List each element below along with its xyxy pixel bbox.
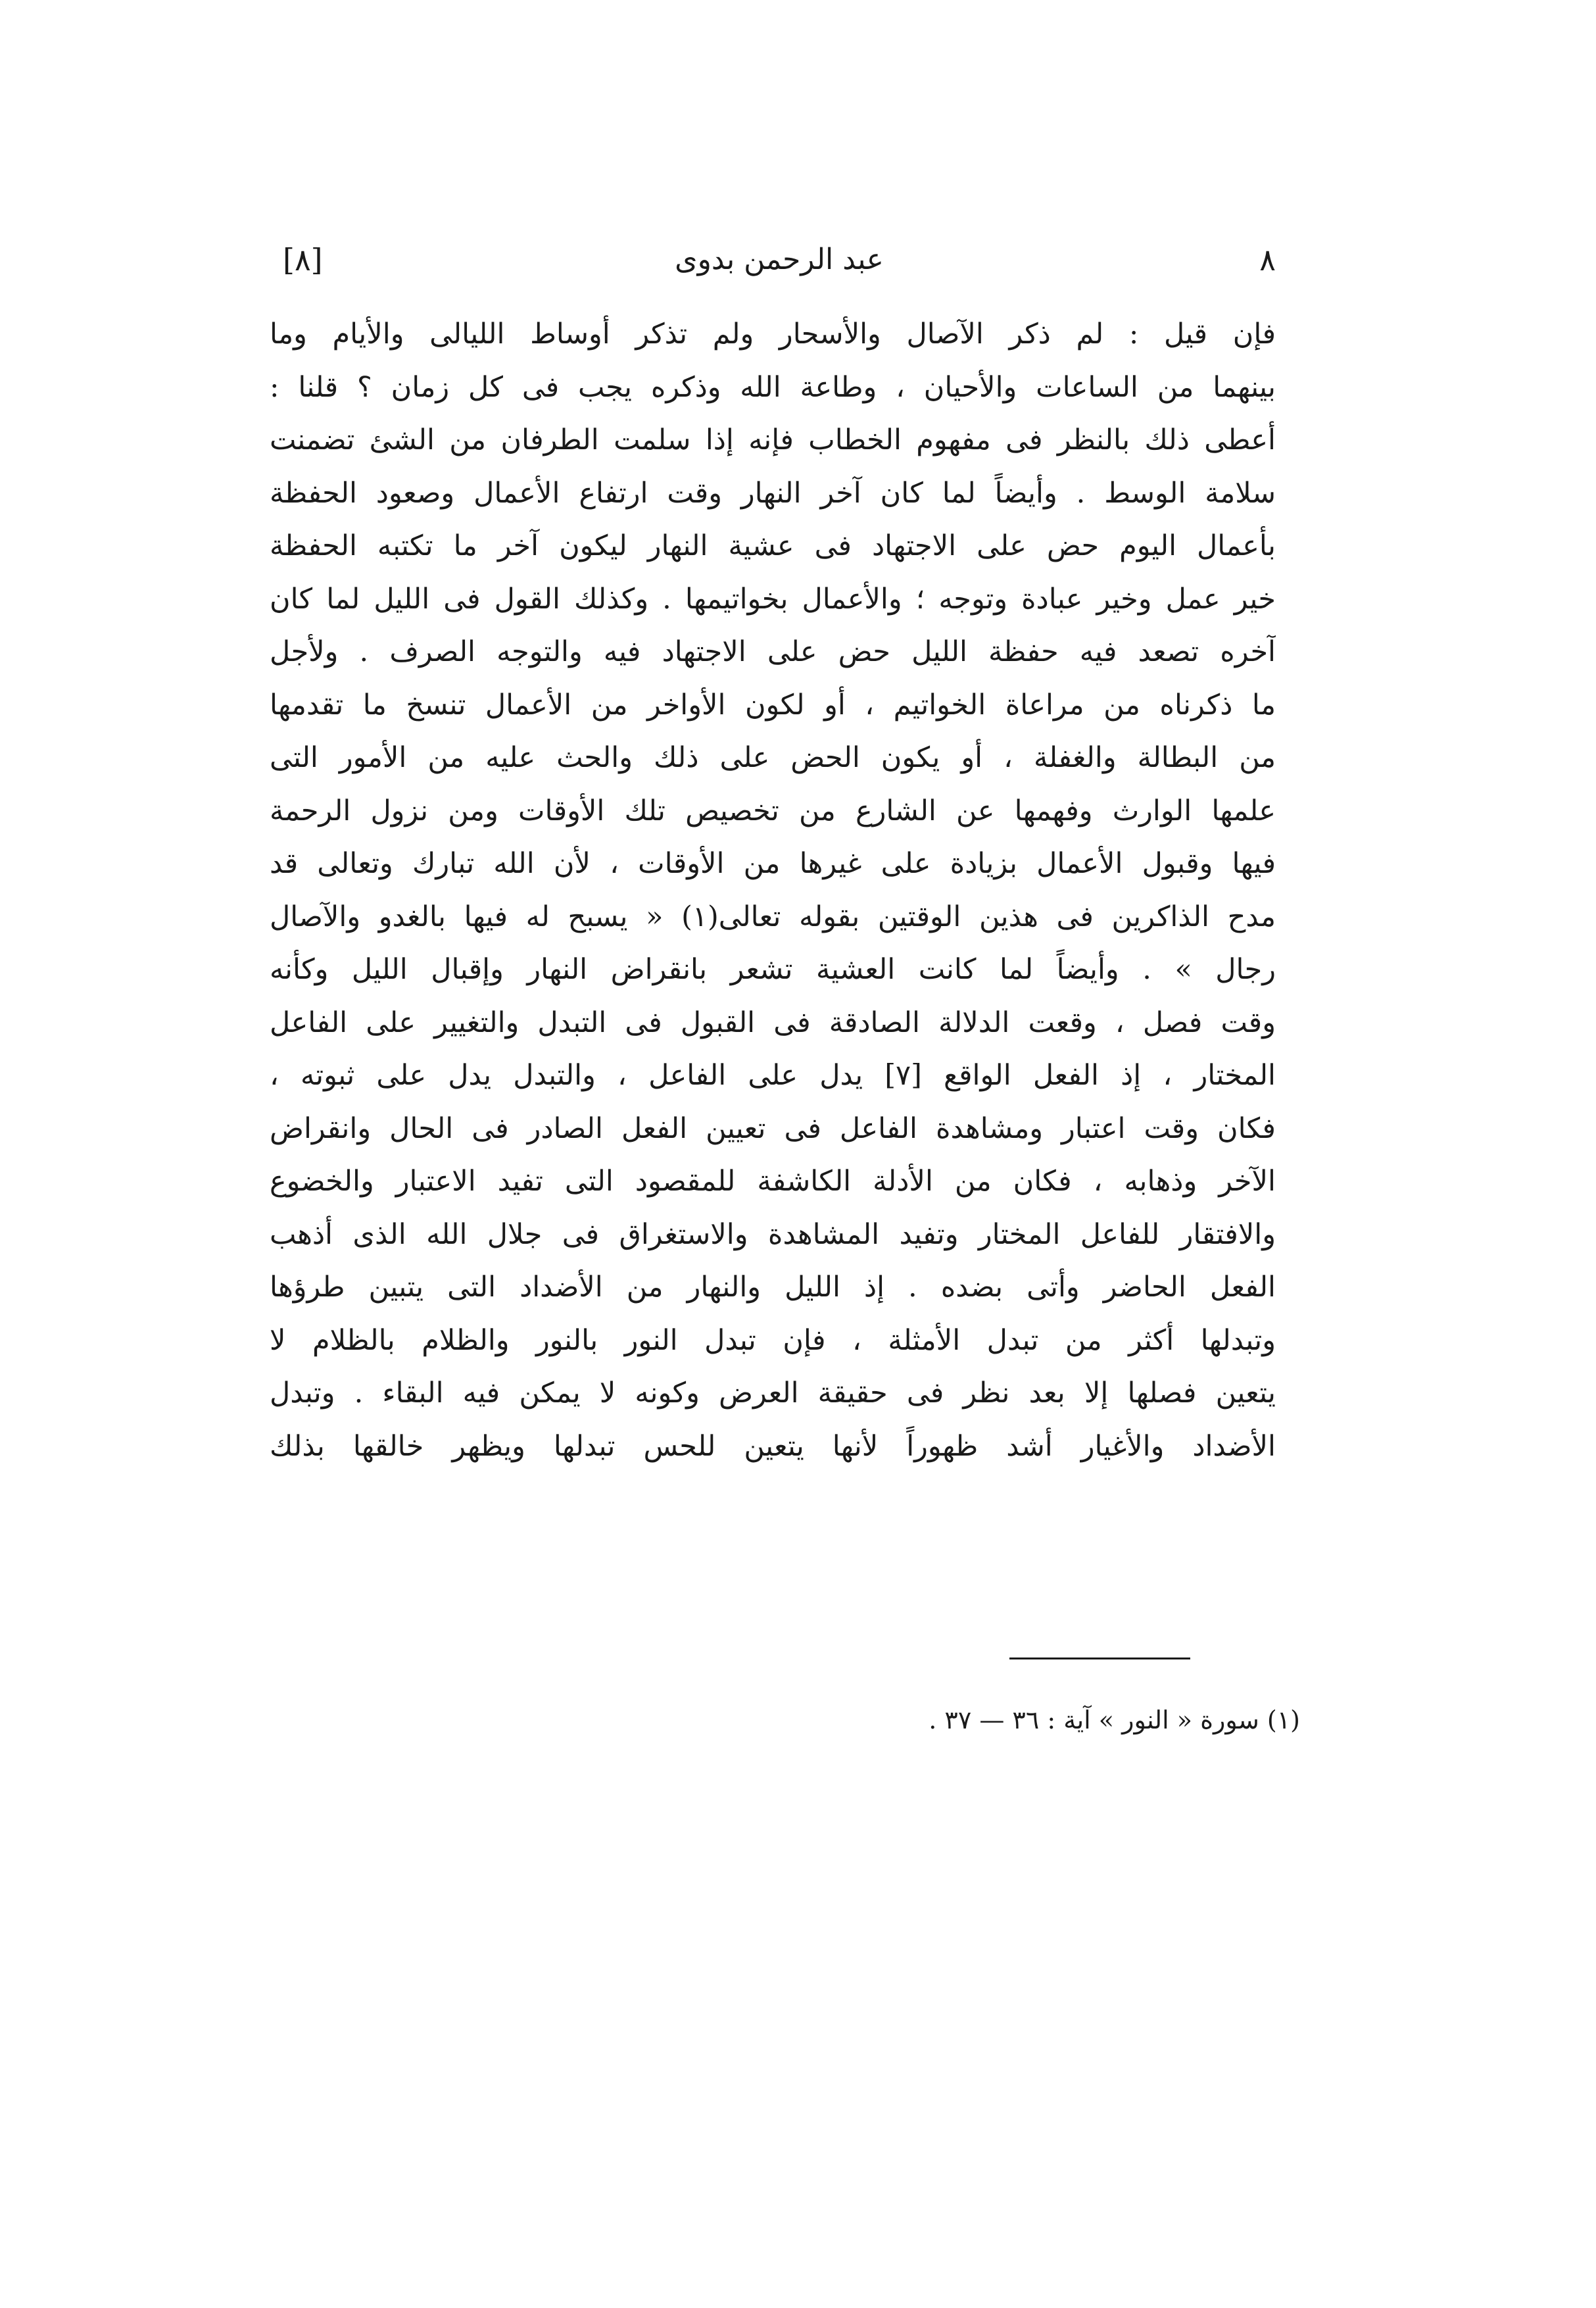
- text-line: فيها وقبول الأعمال بزيادة على غيرها من الأوقات ، لأن الله تبارك وتعالى قد: [270, 847, 1276, 880]
- text-line: أعطى ذلك بالنظر فى مفهوم الخطاب فإنه إذا سلمت الطرفان من الشئ تضمنت: [270, 424, 1276, 456]
- text-line: آخره تصعد فيه حفظة الليل حض على الاجتهاد فيه والتوجه الصرف . ولأجل: [270, 635, 1276, 668]
- text-line: يتعين فصلها إلا بعد نظر فى حقيقة العرض وكونه لا يمكن فيه البقاء . وتبدل: [270, 1377, 1276, 1410]
- text-line: سلامة الوسط . وأيضاً لما كان آخر النهار وقت ارتفاع الأعمال وصعود الحفظة: [270, 476, 1276, 510]
- text-line: من البطالة والغفلة ، أو يكون الحض على ذلك والحث عليه من الأمور التى: [270, 741, 1276, 774]
- text-line: رجال » . وأيضاً لما كانت العشية تشعر بانقراض النهار وإقبال الليل وكأنه: [270, 953, 1276, 986]
- text-line: وقت فصل ، وقعت الدلالة الصادقة فى القبول فى التبدل والتغيير على الفاعل: [270, 1006, 1276, 1039]
- footnote-separator: [1009, 1657, 1190, 1659]
- main-text: [270, 308, 1276, 1473]
- running-header: [283, 233, 1276, 286]
- text-line: الآخر وذهابه ، فكان من الأدلة الكاشفة للمقصود التى تفيد الاعتبار والخضوع: [270, 1165, 1276, 1198]
- text-line: مدح الذاكرين فى هذين الوقتين بقوله تعالى(١) « يسبح له فيها بالغدو والآصال: [270, 900, 1276, 933]
- running-header-author: عبد الرحمن بدوى: [675, 243, 884, 276]
- text-line: الأضداد والأغيار أشد ظهوراً لأنها يتعين للحس تبدلها ويظهر خالقها بذلك: [270, 1429, 1276, 1463]
- text-line: خير عمل وخير عبادة وتوجه ؛ والأعمال بخواتيمها . وكذلك القول فى الليل لما كان: [270, 582, 1276, 616]
- text-line: بأعمال اليوم حض على الاجتهاد فى عشية النهار ليكون آخر ما تكتبه الحفظة: [270, 529, 1276, 562]
- text-line: المختار ، إذ الفعل الواقع [٧] يدل على الفاعل ، والتبدل يدل على ثبوته ،: [270, 1059, 1276, 1092]
- text-line: علمها الوارث وفهمها عن الشارع من تخصيص تلك الأوقات ومن نزول الرحمة: [270, 794, 1276, 827]
- text-line: ما ذكرناه من مراعاة الخواتيم ، أو لكون الأواخر من الأعمال تنسخ ما تقدمها: [270, 688, 1276, 722]
- text-line: بينهما من الساعات والأحيان ، وطاعة الله وذكره يجب فى كل زمان ؟ قلنا :: [270, 370, 1276, 404]
- text-line: وتبدلها أكثر من تبدل الأمثلة ، فإن تبدل النور بالنور والظلام بالظلام لا: [270, 1323, 1276, 1357]
- text-line: فإن قيل : لم ذكر الآصال والأسحار ولم تذكر أوساط الليالى والأيام وما: [270, 318, 1276, 351]
- text-line: فكان وقت اعتبار ومشاهدة الفاعل فى تعيين الفعل الصادر فى الحال وانقراض: [270, 1112, 1276, 1145]
- footnote: (١) سورة « النور » آية : ٣٦ — ٣٧ .: [929, 1706, 1300, 1734]
- text-line: الفعل الحاضر وأتى بضده . إذ الليل والنهار من الأضداد التى يتبين طرؤها: [270, 1271, 1276, 1304]
- page-number: ٨: [1259, 242, 1276, 278]
- original-page-marker: [٨]: [283, 242, 323, 278]
- text-line: والافتقار للفاعل المختار وتفيد المشاهدة والاستغراق فى جلال الله الذى أذهب: [270, 1217, 1276, 1251]
